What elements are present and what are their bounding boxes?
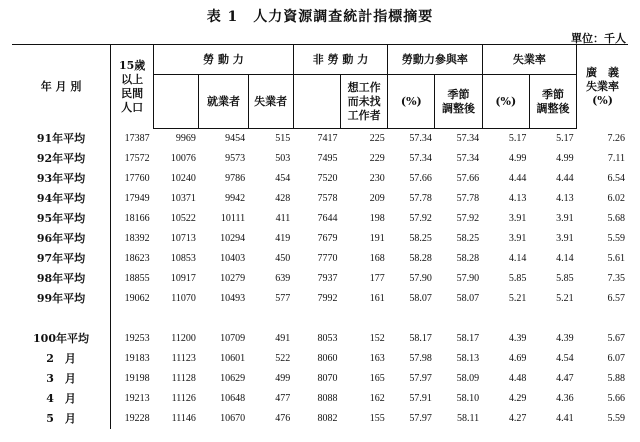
participation-rate-sa-cell: 58.07 <box>456 293 480 304</box>
header-year-month: 年 月 別 <box>12 45 111 129</box>
employed-cell: 9573 <box>225 153 246 164</box>
row-label: 92年平均 <box>36 152 86 165</box>
broad-unemployment-cell: 6.07 <box>607 353 625 364</box>
participation-rate-cell: 57.92 <box>409 213 432 224</box>
header-lfpr-sa-line: 季節 <box>447 87 470 101</box>
header-ur-sa <box>529 75 576 129</box>
labor-force-cell: 11146 <box>171 413 196 424</box>
civilian-population-cell: 19198 <box>111 369 154 389</box>
header-civilian-population <box>111 45 154 129</box>
broad-unemployment-cell: 6.57 <box>607 293 625 304</box>
participation-rate-cell: 58.28 <box>409 253 432 264</box>
row-label: 96年平均 <box>36 232 86 245</box>
employed-cell: 10601 <box>220 353 246 364</box>
unemployment-rate-sa-cell: 4.13 <box>556 193 574 204</box>
participation-rate-sa-cell: 58.25 <box>456 233 480 244</box>
row-label: 97年平均 <box>36 252 86 265</box>
unemployed-cell: 522 <box>275 353 291 364</box>
table-row <box>12 229 628 249</box>
unemployment-rate-sa-cell: 4.47 <box>556 373 574 384</box>
broad-unemployment-cell: 7.26 <box>607 132 625 144</box>
table-row <box>12 369 628 389</box>
not-in-labor-force-cell: 8053 <box>317 333 338 344</box>
civilian-population-cell: 17949 <box>111 189 154 209</box>
participation-rate-sa-cell: 57.78 <box>456 193 480 204</box>
not-in-labor-force-cell: 7770 <box>317 253 338 264</box>
labor-force-cell: 10522 <box>170 213 196 224</box>
participation-rate-sa-cell: 57.66 <box>456 173 480 184</box>
unemployment-rate-cell: 4.44 <box>508 173 527 184</box>
unemployment-rate-cell: 4.29 <box>508 393 527 404</box>
employed-cell: 10111 <box>220 213 246 224</box>
employed-cell: 10403 <box>220 253 246 264</box>
unemployment-rate-cell: 5.21 <box>508 293 527 304</box>
header-unemployed: 失業者 <box>248 75 293 129</box>
employed-cell: 10294 <box>220 233 246 244</box>
labor-force-cell: 10853 <box>170 253 196 264</box>
want-work-cell: 168 <box>369 253 385 264</box>
labor-force-cell: 11128 <box>171 373 196 384</box>
broad-unemployment-cell: 6.54 <box>607 173 625 184</box>
labor-force-cell: 11126 <box>171 393 196 404</box>
unemployment-rate-cell: 4.48 <box>508 373 527 384</box>
unemployment-rate-sa-cell: 4.99 <box>556 153 574 164</box>
header-want-work-line: 而未找 <box>347 94 381 108</box>
spacer-row <box>12 309 628 329</box>
broad-unemployment-cell: 5.59 <box>607 233 625 244</box>
employed-cell: 9942 <box>225 193 246 204</box>
unemployment-rate-cell: 4.99 <box>508 153 527 164</box>
table-row <box>12 389 628 409</box>
header-participation-rate: 勞動力參與率 <box>388 45 482 75</box>
civilian-population-cell: 17572 <box>111 149 154 169</box>
broad-unemployment-cell: 5.59 <box>607 413 625 424</box>
row-label: 2 月 <box>46 352 76 365</box>
unemployment-rate-cell: 4.27 <box>508 413 527 424</box>
broad-unemployment-cell: 5.66 <box>607 393 625 404</box>
want-work-cell: 198 <box>369 213 385 224</box>
unemployed-cell: 476 <box>275 413 291 424</box>
not-in-labor-force-cell: 8060 <box>317 353 338 364</box>
table-row <box>12 149 628 169</box>
unemployment-rate-sa-cell: 5.17 <box>556 133 574 144</box>
table-row <box>12 209 628 229</box>
not-in-labor-force-cell: 7644 <box>317 213 338 224</box>
participation-rate-sa-cell: 58.09 <box>456 373 480 384</box>
participation-rate-sa-cell: 58.13 <box>456 353 480 364</box>
header-employed: 就業者 <box>199 75 248 129</box>
header-want-work-line: 工作者 <box>347 108 381 122</box>
want-work-cell: 152 <box>369 333 385 344</box>
not-in-labor-force-cell: 7495 <box>317 153 338 164</box>
unemployment-rate-cell: 4.39 <box>508 333 527 344</box>
row-label: 95年平均 <box>36 212 86 225</box>
want-work-cell: 162 <box>369 393 385 404</box>
unemployment-rate-sa-cell: 5.85 <box>556 273 574 284</box>
participation-rate-cell: 58.07 <box>409 293 432 304</box>
unemployment-rate-sa-cell: 4.54 <box>556 353 574 364</box>
civilian-population-cell: 18166 <box>111 209 154 229</box>
civilian-population-cell: 18855 <box>111 269 154 289</box>
want-work-cell: 230 <box>369 173 385 184</box>
participation-rate-sa-cell: 57.90 <box>456 273 480 284</box>
row-label: 100年平均 <box>33 332 89 345</box>
not-in-labor-force-cell: 7937 <box>317 273 338 284</box>
want-work-cell: 177 <box>369 273 385 284</box>
unemployed-cell: 499 <box>275 373 291 384</box>
civilian-population-cell: 18392 <box>111 229 154 249</box>
participation-rate-cell: 57.91 <box>409 393 432 404</box>
table-row <box>12 129 628 150</box>
not-in-labor-force-cell: 7520 <box>317 173 338 184</box>
civilian-population-cell: 19183 <box>111 349 154 369</box>
header-nlf-total <box>293 75 340 129</box>
participation-rate-sa-cell: 57.34 <box>456 153 480 164</box>
labor-force-cell: 11200 <box>171 333 196 344</box>
employed-cell: 9786 <box>225 173 246 184</box>
employed-cell: 10709 <box>220 333 246 344</box>
civilian-population-cell: 17387 <box>111 129 154 150</box>
unemployment-rate-cell: 3.91 <box>508 233 527 244</box>
want-work-cell: 155 <box>369 413 385 424</box>
unemployment-rate-cell: 3.91 <box>508 213 527 224</box>
table-row <box>12 289 628 309</box>
table-row <box>12 329 628 349</box>
broad-unemployment-cell: 5.68 <box>607 213 625 224</box>
row-label: 4 月 <box>46 392 76 405</box>
not-in-labor-force-cell: 8070 <box>317 373 338 384</box>
row-label: 94年平均 <box>36 192 86 205</box>
row-label: 91年平均 <box>36 131 86 145</box>
header-ur-pct: (%) <box>482 75 529 129</box>
header-want-work-line: 想工作 <box>347 80 381 94</box>
header-broad-unemployment <box>577 45 628 129</box>
participation-rate-sa-cell: 58.17 <box>456 333 480 344</box>
want-work-cell: 161 <box>369 293 385 304</box>
unemployed-cell: 503 <box>275 153 291 164</box>
broad-unemployment-cell: 6.02 <box>607 193 625 204</box>
participation-rate-sa-cell: 58.28 <box>456 253 480 264</box>
not-in-labor-force-cell: 7417 <box>317 133 338 144</box>
unemployment-rate-sa-cell: 4.44 <box>556 173 574 184</box>
row-label: 93年平均 <box>36 172 86 185</box>
unemployed-cell: 515 <box>275 133 291 144</box>
header-broad-line: 廣 義 <box>586 65 620 79</box>
participation-rate-cell: 57.98 <box>409 353 432 364</box>
employed-cell: 10493 <box>220 293 246 304</box>
employed-cell: 10648 <box>220 393 246 404</box>
table-title: 表 1 人力資源調查統計指標摘要 <box>206 9 434 25</box>
participation-rate-cell: 57.66 <box>409 173 432 184</box>
employed-cell: 10279 <box>220 273 246 284</box>
broad-unemployment-cell: 7.11 <box>607 153 625 164</box>
header-not-in-labor-force: 非 勞 動 力 <box>293 45 387 75</box>
not-in-labor-force-cell: 7679 <box>317 233 338 244</box>
row-label: 5 月 <box>46 412 76 425</box>
want-work-cell: 191 <box>369 233 385 244</box>
unemployed-cell: 450 <box>275 253 291 264</box>
table-row <box>12 189 628 209</box>
civilian-population-cell: 19213 <box>111 389 154 409</box>
not-in-labor-force-cell: 8082 <box>317 413 338 424</box>
header-broad-line: (%) <box>592 93 613 107</box>
unit-label: 單位：千人 <box>571 32 626 45</box>
unemployment-rate-sa-cell: 4.39 <box>556 333 574 344</box>
participation-rate-cell: 57.90 <box>409 273 432 284</box>
unemployed-cell: 428 <box>275 193 291 204</box>
broad-unemployment-cell: 5.61 <box>607 253 625 264</box>
labor-force-cell: 11123 <box>171 353 196 364</box>
unemployed-cell: 411 <box>275 213 291 224</box>
header-lfpr-sa <box>435 75 482 129</box>
unemployment-rate-sa-cell: 3.91 <box>556 233 574 244</box>
participation-rate-cell: 57.34 <box>409 153 432 164</box>
want-work-cell: 163 <box>369 353 385 364</box>
table-row <box>12 269 628 289</box>
header-broad-line: 失業率 <box>586 79 620 93</box>
participation-rate-cell: 58.25 <box>409 233 432 244</box>
labor-force-cell: 9969 <box>175 133 196 144</box>
header-civ-pop-line: 人口 <box>121 100 144 114</box>
labor-force-cell: 10371 <box>170 193 196 204</box>
civilian-population-cell: 19228 <box>111 409 154 429</box>
table-row <box>12 249 628 269</box>
labor-force-cell: 11070 <box>171 293 196 304</box>
unemployment-rate-cell: 5.17 <box>508 133 527 144</box>
header-lfpr-sa-line: 調整後 <box>442 101 476 115</box>
unemployed-cell: 639 <box>275 273 291 284</box>
unemployment-rate-sa-cell: 4.14 <box>556 253 574 264</box>
participation-rate-cell: 57.34 <box>409 133 432 144</box>
row-label: 99年平均 <box>36 292 86 305</box>
want-work-cell: 229 <box>369 153 385 164</box>
unemployment-rate-sa-cell: 3.91 <box>556 213 574 224</box>
table-row <box>12 349 628 369</box>
labor-force-cell: 10917 <box>170 273 196 284</box>
civilian-population-cell: 18623 <box>111 249 154 269</box>
header-labor-force: 勞 動 力 <box>154 45 294 75</box>
participation-rate-cell: 57.97 <box>409 413 432 424</box>
participation-rate-sa-cell: 57.92 <box>456 213 480 224</box>
civilian-population-cell: 19062 <box>111 289 154 309</box>
broad-unemployment-cell: 5.67 <box>607 333 625 344</box>
employed-cell: 9454 <box>225 133 246 144</box>
unemployment-rate-cell: 4.13 <box>508 193 527 204</box>
not-in-labor-force-cell: 7992 <box>317 293 338 304</box>
not-in-labor-force-cell: 7578 <box>317 193 338 204</box>
civilian-population-cell: 19253 <box>111 329 154 349</box>
header-ur-sa-line: 調整後 <box>536 101 570 115</box>
table-row <box>12 169 628 189</box>
labor-force-cell: 10076 <box>170 153 196 164</box>
header-labor-force-total <box>154 75 199 129</box>
row-label: 98年平均 <box>36 272 86 285</box>
unemployment-rate-cell: 4.69 <box>508 353 527 364</box>
row-label: 3 月 <box>46 372 76 385</box>
civilian-population-cell: 17760 <box>111 169 154 189</box>
unemployment-rate-cell: 4.14 <box>508 253 527 264</box>
participation-rate-sa-cell: 57.34 <box>456 133 480 144</box>
table-body <box>12 129 628 430</box>
unemployed-cell: 477 <box>275 393 291 404</box>
header-want-work <box>340 75 387 129</box>
labor-force-cell: 10240 <box>170 173 196 184</box>
participation-rate-cell: 57.97 <box>409 373 432 384</box>
broad-unemployment-cell: 5.88 <box>607 373 625 384</box>
header-civ-pop-line: 民間 <box>121 86 144 100</box>
want-work-cell: 165 <box>369 373 385 384</box>
unemployed-cell: 491 <box>275 333 291 344</box>
not-in-labor-force-cell: 8088 <box>317 393 338 404</box>
participation-rate-cell: 58.17 <box>409 333 432 344</box>
unemployment-rate-sa-cell: 4.41 <box>556 413 574 424</box>
labor-statistics-table <box>12 44 628 429</box>
employed-cell: 10670 <box>220 413 246 424</box>
participation-rate-cell: 57.78 <box>409 193 432 204</box>
unemployed-cell: 419 <box>275 233 291 244</box>
unemployment-rate-sa-cell: 4.36 <box>556 393 574 404</box>
labor-force-cell: 10713 <box>170 233 196 244</box>
header-ur-sa-line: 季節 <box>541 87 564 101</box>
unemployment-rate-sa-cell: 5.21 <box>556 293 574 304</box>
header-unemployment-rate: 失業率 <box>482 45 576 75</box>
employed-cell: 10629 <box>220 373 246 384</box>
unemployed-cell: 454 <box>275 173 291 184</box>
header-civ-pop-line: 15歲 <box>118 58 146 72</box>
participation-rate-sa-cell: 58.10 <box>456 393 480 404</box>
want-work-cell: 209 <box>369 193 385 204</box>
unemployment-rate-cell: 5.85 <box>508 273 527 284</box>
unemployed-cell: 577 <box>275 293 291 304</box>
header-lfpr-pct: (%) <box>388 75 435 129</box>
header-civ-pop-line: 以上 <box>121 72 144 86</box>
want-work-cell: 225 <box>369 133 385 144</box>
participation-rate-sa-cell: 58.11 <box>457 413 480 424</box>
broad-unemployment-cell: 7.35 <box>607 273 625 284</box>
table-row <box>12 409 628 429</box>
